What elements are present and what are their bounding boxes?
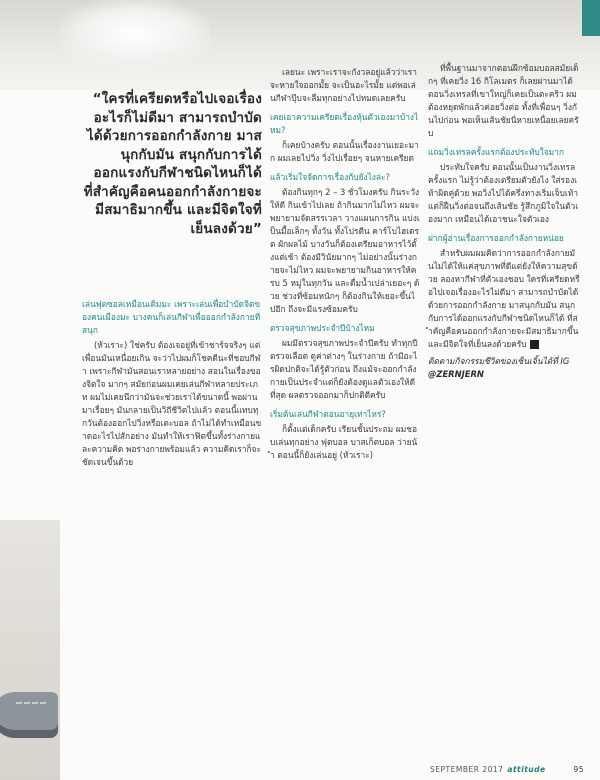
magazine-brand: attitude xyxy=(507,765,546,774)
color-accent-strip xyxy=(582,0,600,36)
body-paragraph xyxy=(428,62,580,140)
body-paragraph xyxy=(82,339,262,469)
question-heading xyxy=(270,408,420,421)
text-run: ก็เคยบ้างครับ ตอนนั้นเรื่องงานเยอะมาก ผมเลยไปวิ่ง วิ่งไปเรื่อยๆ จนหายเครียด xyxy=(270,140,419,163)
issue-date: SEPTEMBER 2017 xyxy=(430,765,504,774)
signoff-line xyxy=(428,355,580,381)
question-heading xyxy=(428,232,580,245)
article-column-1 xyxy=(82,292,262,682)
floor-area xyxy=(0,520,60,780)
text-run: ตรวจสุขภาพประจำปีบ้างไหม xyxy=(270,323,375,333)
text-run: ผมมีตรวจสุขภาพประจำปีครับ ทำทุกปี ตรวจเลือด ดูค่าต่างๆ ในร่างกาย ถ้ามีอะไรผิดปกติจะได้รู้ตัวก่อน ถึงแม้จะออกกำลังกายเป็นประจำแต่ก็ยังต้องดูแลตัวเองให้ดีที่สุด ผลตรวจออกมาก็ปกติดีครับ xyxy=(270,338,418,400)
body-paragraph xyxy=(270,337,420,402)
body-paragraph xyxy=(428,161,580,226)
text-run: ติดตามกิจกรรมชีวิตของเซ็นเจิ้นได้ที่ IG xyxy=(428,356,570,366)
text-run: แถมวิ่งเทรลครั้งแรกต้องประทับใจมาก xyxy=(428,147,564,157)
body-paragraph xyxy=(270,423,420,462)
text-run: เลยนะ เพราะเราจะกังวลอยู่แล้วว่าเราจะหายใจออกมั้ย จะเป็นอะไรมั้ย แต่พอเล่นกีฬาปุ๊บจะลืมทุกอย่างไปหมดเลยครับ xyxy=(270,67,417,103)
question-heading xyxy=(270,322,420,335)
text-run: ที่พื้นฐานมาจากตอนฝึกซ้อมบอลสมัยเด็กๆ ที่เคยวิ่ง 16 กิโลเมตร ก็เลยผ่านมาได้ ตอนวิ่งเทรลที่เขาใหญ่ก็เคยเป็นตะคริว ผมต้องหยุดพักแล้วค่อยวิ่งต่อ ทั้งที่เพื่อนๆ วิ่งกันไปก่อน พอเห็นเส้นชัยนี่หายเหนื่อยเลยครับ xyxy=(428,63,579,138)
ig-handle: @ZERNJERN xyxy=(428,369,484,379)
text-run: (หัวเราะ) ใช่ครับ ต้องเจอยู่ที่เข้าชาร์จจริงๆ แต่เพื่อนมันเหนื่อยเกิน จะว่าไปผมก็โชคดีนะที่ชอบกีฬา เพราะกีฬามันสอนเราหลายอย่าง สอนในเรื่องของจิตใจ มากๆ สมัยก่อนผมเคยเล่นกีฬาหลายประเภท ผมไม่เคยนึกว่ามันจะช่วยเราได้ขนาดนี้ พอผ่านมาเรื่อยๆ มันกลายเป็นวิถีชีวิตไปแล้ว ตอนนี้แทบทุกวันต้องออกไปวิ่งหรือเตะบอล ถ้าไม่ได้ทำเหมือนขาดอะไรไปสักอย่าง มันทำให้เราฟิตขึ้นทั้งร่างกายและความคิด พอร่างกายพร้อมแล้ว ความคิดเราก็จะชัดเจนขึ้นด้วย xyxy=(82,340,262,467)
text-run: ประทับใจครับ ตอนนั้นเป็นงานวิ่งเทรลครั้งแรก ไม่รู้ว่าต้องเตรียมตัวยังไง ใส่รองเท้าผิดคู่ด้วย พอวิ่งไปได้ครึ่งทางเริ่มเจ็บเท้า แต่ก็ฝืนวิ่งต่อจนถึงเส้นชัย รู้สึกภูมิใจในตัวเองมาก เหมือนได้เอาชนะใจตัวเอง xyxy=(428,162,579,224)
page-number: 95 xyxy=(573,765,584,774)
question-heading xyxy=(82,298,262,337)
body-paragraph xyxy=(270,139,420,165)
body-paragraph xyxy=(270,186,420,316)
question-heading xyxy=(270,171,420,184)
text-run: แล้วเริ่มใจจัดการเรื่องกับยังไงล่ะ? xyxy=(270,172,390,182)
text-run: เล่นฟุตซอลเหมือนเดิมมะ เพราะเล่นเพื่อบำบัดจิตของคนเมืองมะ บางคนก็เล่นกีฬาเพื่อออกกำลังกายที่สนุก xyxy=(82,299,261,335)
text-run: ก็ตั้งแต่เด็กครับ เรียนชั้นประถม ผมชอบเล่นทุกอย่าง ฟุตบอล บาสเก็ตบอล ว่ายน้ำ ตอนนี้ก็ยังเล่นอยู่ (หัวเราะ) xyxy=(270,424,418,460)
article-column-2 xyxy=(270,66,420,756)
text-run: เริ่มต้นเล่นกีฬาตอนอายุเท่าไหร่? xyxy=(270,409,386,419)
shoe-lace xyxy=(16,702,46,710)
question-heading xyxy=(270,111,420,137)
text-run: ฝากผู้อ่านเรื่องการออกกำลังกายหน่อย xyxy=(428,233,564,243)
text-run: สำหรับผมผมคิดว่าการออกกำลังกายมันไม่ได้ให้แค่สุขภาพที่ดีแต่ยังให้ความสุขด้วย ลองหากีฬาที่ตัวเองชอบ ใครที่เครียดหรือไปเจอเรื่องอะไรไม่ดีมา สามารถบำบัดได้ด้วยการออกกำลังกาย มาสนุกกับมัน สนุกกับการได้ออกแรงกับกีฬาชนิดไหนก็ได้ ที่สำคัญคือคนออกกำลังกายจะมีสมาธิมากขึ้น และมีจิตใจที่เย็นลงด้วยครับ xyxy=(428,248,580,349)
ceiling-light xyxy=(60,0,210,70)
text-run: ต้องกินทุกๆ 2 – 3 ชั่วโมงครับ กินระวังให้ดี กินเข้าไปเลย ถ้ากินมากไม่ไหว ผมจะพยายามจัดสรรเวลา วางแผนการกิน แบ่งเป็นมื้อเล็กๆ ทั้งวัน ทั้งโปรตีน คาร์โบไฮเดรต ผักผลไม้ บางวันก็ต้องเตรียมอาหารไว้ตั้งแต่เช้า ต้องมีวินัยมากๆ ไม่อย่างนั้นร่างกายจะไม่ไหว ผมจะพยายามกินอาหารให้ครบ 5 หมู่ในทุกวัน และดื่มน้ำเปล่าเยอะๆ ด้วย ช่วงที่ซ้อมหนักๆ ก็ต้องกินให้เยอะขึ้นไปอีก ถึงจะมีแรงซ้อมครับ xyxy=(270,187,420,314)
article-column-3 xyxy=(428,62,580,762)
text-run: เคยเอาความเครียดเรื่องหุ้นตัวเองมาบ้างไหม? xyxy=(270,112,419,135)
question-heading xyxy=(428,146,580,159)
end-of-article-mark: a xyxy=(530,340,539,349)
body-paragraph xyxy=(270,66,420,105)
page-footer xyxy=(430,764,590,776)
pull-quote: “ใครที่เครียดหรือไปเจอเรื่องอะไรก็ไม่ดีมา สามารถบำบัดได้ด้วยการออกกำลังกาย มาสนุกกับมัน สนุกกับการได้ออกแรงกับกีฬาชนิดไหนก็ได้ ที่สำคัญคือคนออกกำลังกายจะมีสมาธิมากขึ้น และมีจิตใจที่เย็นลงด้วย” xyxy=(83,91,262,237)
shoe-image xyxy=(0,692,58,738)
body-paragraph xyxy=(428,247,580,351)
